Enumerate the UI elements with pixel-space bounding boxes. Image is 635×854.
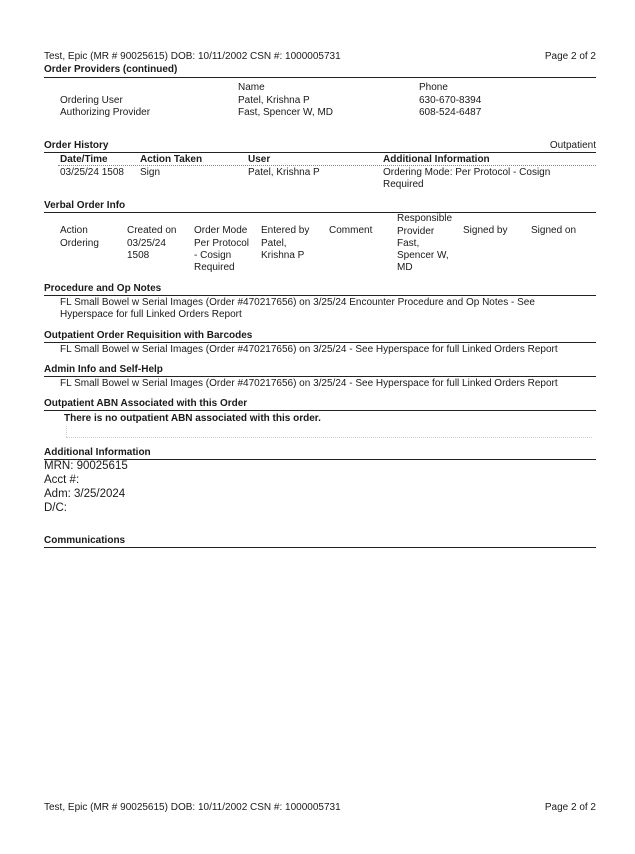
verbal-entered-line1: Patel, (261, 238, 287, 249)
section-title-requisition: Outpatient Order Requisition with Barcodes (44, 330, 253, 341)
provider-role: Ordering User (60, 95, 123, 106)
section-divider (44, 547, 596, 548)
section-divider (44, 212, 596, 213)
procedure-notes-line2: Hyperspace for full Linked Orders Report (60, 309, 242, 320)
section-title-verbal-order: Verbal Order Info (44, 200, 126, 211)
additional-mrn: MRN: 90025615 (44, 460, 128, 472)
header-patient-line: Test, Epic (MR # 90025615) DOB: 10/11/2002 CSN #: 1000005731 (44, 51, 341, 62)
section-divider (44, 77, 596, 78)
additional-adm: Adm: 3/25/2024 (44, 488, 126, 500)
verbal-header-entered: Entered by (261, 225, 310, 236)
verbal-created-line1: 03/25/24 (127, 238, 166, 249)
order-history-info-line1: Ordering Mode: Per Protocol - Cosign (383, 167, 551, 178)
requisition-line: FL Small Bowel w Serial Images (Order #470217656) on 3/25/24 - See Hyperspace for full Linked Orders Report (60, 344, 558, 355)
provider-role: Authorizing Provider (60, 107, 151, 118)
additional-acct: Acct #: (44, 474, 80, 486)
verbal-action-value: Ordering (60, 238, 99, 249)
order-history-user: Patel, Krishna P (248, 167, 320, 178)
order-history-header-user: User (248, 154, 271, 165)
provider-phone: 630-670-8394 (419, 95, 482, 106)
procedure-notes-line1: FL Small Bowel w Serial Images (Order #470217656) on 3/25/24 Encounter Procedure and Op Notes - See (60, 297, 535, 308)
footer-page-number: Page 2 of 2 (544, 802, 596, 813)
section-title-additional-info: Additional Information (44, 447, 151, 458)
order-history-action: Sign (140, 167, 161, 178)
provider-phone: 608-524-6487 (419, 107, 482, 118)
verbal-header-comment: Comment (329, 225, 373, 236)
verbal-mode-line1: Per Protocol (194, 238, 250, 249)
order-history-type: Outpatient (549, 140, 596, 151)
abn-message: There is no outpatient ABN associated with this order. (64, 413, 321, 424)
provider-name: Patel, Krishna P (238, 95, 310, 106)
providers-name-header: Name (238, 82, 265, 93)
section-divider (44, 295, 596, 296)
section-divider (44, 376, 596, 377)
verbal-mode-line3: Required (194, 262, 235, 273)
verbal-created-line2: 1508 (127, 250, 150, 261)
verbal-header-signed-on: Signed on (531, 225, 577, 236)
verbal-resp-line1: Fast, (397, 238, 420, 249)
section-divider (44, 152, 596, 153)
section-divider (44, 410, 596, 411)
order-history-date: 03/25/24 1508 (60, 167, 124, 178)
table-divider (58, 165, 596, 166)
footer-patient-line: Test, Epic (MR # 90025615) DOB: 10/11/2002 CSN #: 1000005731 (44, 802, 341, 813)
verbal-entered-line2: Krishna P (261, 250, 305, 261)
header-page-number: Page 2 of 2 (544, 51, 596, 62)
additional-dc: D/C: (44, 502, 67, 514)
verbal-mode-line2: - Cosign (194, 250, 232, 261)
order-history-info-line2: Required (383, 179, 424, 190)
verbal-header-provider: Provider (397, 226, 435, 237)
provider-name: Fast, Spencer W, MD (238, 107, 334, 118)
abn-box-bottom (66, 437, 592, 438)
verbal-header-mode: Order Mode (194, 225, 248, 236)
section-divider (44, 342, 596, 343)
verbal-header-created: Created on (127, 225, 177, 236)
verbal-header-responsible: Responsible (397, 213, 453, 224)
section-title-abn: Outpatient ABN Associated with this Order (44, 398, 248, 409)
admin-info-line: FL Small Bowel w Serial Images (Order #470217656) on 3/25/24 - See Hyperspace for full Linked Orders Report (60, 378, 558, 389)
verbal-header-signed-by: Signed by (463, 225, 508, 236)
verbal-resp-line2: Spencer W, (397, 250, 449, 261)
order-history-header-action: Action Taken (140, 154, 203, 165)
section-title-communications: Communications (44, 535, 126, 546)
section-title-order-history: Order History (44, 140, 109, 151)
section-title-order-providers: Order Providers (continued) (44, 64, 178, 75)
abn-box-left (66, 426, 67, 437)
verbal-resp-line3: MD (397, 262, 413, 273)
providers-phone-header: Phone (419, 82, 448, 93)
section-title-procedure-notes: Procedure and Op Notes (44, 283, 162, 294)
order-history-header-info: Additional Information (383, 154, 490, 165)
order-history-header-date: Date/Time (60, 154, 108, 165)
verbal-header-action: Action (60, 225, 88, 236)
section-title-admin-info: Admin Info and Self-Help (44, 364, 163, 375)
